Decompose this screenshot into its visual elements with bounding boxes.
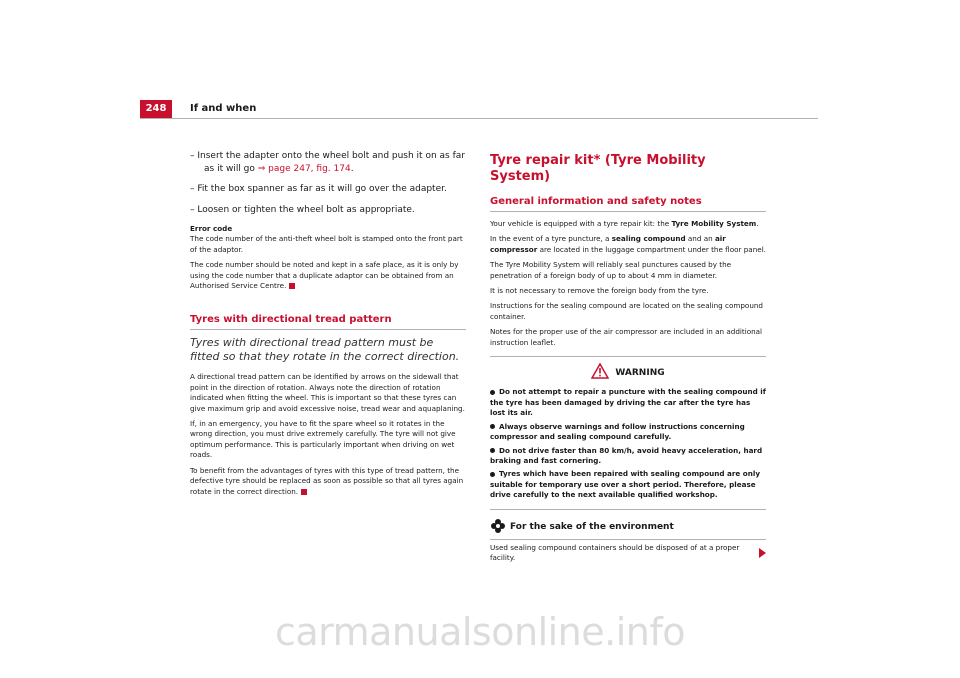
warning-header — [490, 363, 766, 382]
bullet-icon — [490, 472, 495, 477]
section-p2: If, in an emergency, you have to fit the spare wheel so it rotates in the wrong direction, you must drive extremely carefully. The tyre will not give optimum performance. This is particularly important when driving on wet roads. — [190, 419, 456, 460]
sub-title: General information and safety notes — [490, 195, 766, 212]
page-link[interactable]: ⇒ page 247, fig. 174 — [257, 163, 351, 174]
step-item: – Fit the box spanner as far as it will go over the adapter. — [190, 184, 447, 194]
error-code-heading: Error code — [190, 224, 233, 233]
text: Your vehicle is equipped with a tyre repair kit: the — [490, 219, 672, 228]
error-code-text: The code number should be noted and kept in a safe place, as it is only by using the code number that a duplicate adaptor can be obtained from an Authorised Service Centre. — [190, 260, 459, 291]
step-item — [190, 150, 466, 175]
header-divider — [140, 118, 818, 119]
page-number: 248 — [140, 100, 172, 118]
error-code-p2 — [190, 260, 466, 291]
info-p3: The Tyre Mobility System will reliably seal punctures caused by the penetration of a foreign body of up to about 4 mm in diameter. — [490, 260, 732, 280]
environment-text-content: Used sealing compound containers should be disposed of at a proper facility. — [490, 542, 740, 563]
text: In the event of a tyre puncture, a — [490, 234, 612, 244]
warning-text: Do not drive faster than 80 km/h, avoid heavy acceleration, hard braking and fast cornering. — [490, 445, 763, 465]
warning-text: Do not attempt to repair a puncture with the sealing compound if the tyre has been damaged by driving the car after the tyre has lost its air. — [490, 387, 766, 418]
text: and an — [685, 234, 715, 244]
environment-title: For the sake of the environment — [510, 522, 674, 533]
warning-text: Always observe warnings and follow instructions concerning compressor and sealing compound carefully. — [490, 421, 745, 442]
section-p3 — [190, 466, 466, 497]
section-p1: A directional tread pattern can be identified by arrows on the sidewall that point in the direction of rotation. Always note the direction of rotation indicated when fitting the wheel. This is important so that these tyres can give maximum grip and avoid excessive noise, tread wear and aquaplaning. — [190, 372, 465, 413]
error-code-p1: The code number of the anti-theft wheel bolt is stamped onto the front part of the adaptor. — [190, 234, 463, 254]
info-p2 — [490, 234, 766, 255]
section-title: Tyres with directional tread pattern — [190, 313, 466, 330]
info-p5: Instructions for the sealing compound are located on the sealing compound container. — [490, 301, 763, 321]
step-item: – Loosen or tighten the wheel bolt as appropriate. — [190, 204, 415, 215]
right-column — [490, 150, 766, 564]
watermark: carmanualsonline.info — [274, 610, 685, 654]
warning-item — [490, 446, 766, 467]
end-mark-icon — [301, 489, 307, 495]
continue-arrow-icon — [759, 548, 766, 558]
section-intro: Tyres with directional tread pattern must be fitted so that they rotate in the correct direction. — [190, 336, 460, 364]
bold-term: sealing compound — [611, 234, 686, 244]
warning-box — [490, 356, 766, 509]
bullet-icon — [490, 424, 495, 429]
info-p6: Notes for the proper use of the air compressor are included in an additional instruction leaflet. — [490, 327, 763, 347]
step-text: – Insert the adapter onto the wheel bolt and push it on as far as it will go — [190, 151, 465, 174]
step-suffix: . — [350, 163, 354, 174]
environment-flower-icon — [490, 518, 506, 537]
chapter-title: If and when — [190, 103, 257, 114]
bullet-icon — [490, 448, 495, 453]
environment-text — [490, 543, 766, 564]
bold-term: Tyre Mobility System — [671, 219, 757, 228]
warning-triangle-icon — [591, 363, 609, 382]
warning-item — [490, 387, 766, 418]
section-p3-text: To benefit from the advantages of tyres with this type of tread pattern, the defective tyre should be replaced as soon as possible so that all tyres again rotate in the correct direction. — [190, 465, 464, 496]
environment-header — [490, 518, 766, 540]
warning-text: Tyres which have been repaired with sealing compound are only suitable for temporary use over a short period. Therefore, please drive carefully to the next available qualified workshop. — [490, 469, 761, 500]
end-mark-icon — [289, 283, 295, 289]
main-title: Tyre repair kit* (Tyre Mobility System) — [490, 153, 706, 184]
text: are located in the luggage compartment under the floor panel. — [537, 244, 766, 254]
warning-title: WARNING — [615, 367, 665, 378]
page-header — [140, 100, 818, 118]
left-column — [190, 150, 466, 502]
text: . — [756, 219, 759, 228]
warning-item — [490, 469, 766, 500]
info-p4: It is not necessary to remove the foreign body from the tyre. — [490, 286, 709, 296]
warning-item — [490, 422, 766, 443]
bullet-icon — [490, 390, 495, 395]
bold-term: air compressor — [490, 234, 726, 254]
info-p1 — [490, 219, 766, 229]
